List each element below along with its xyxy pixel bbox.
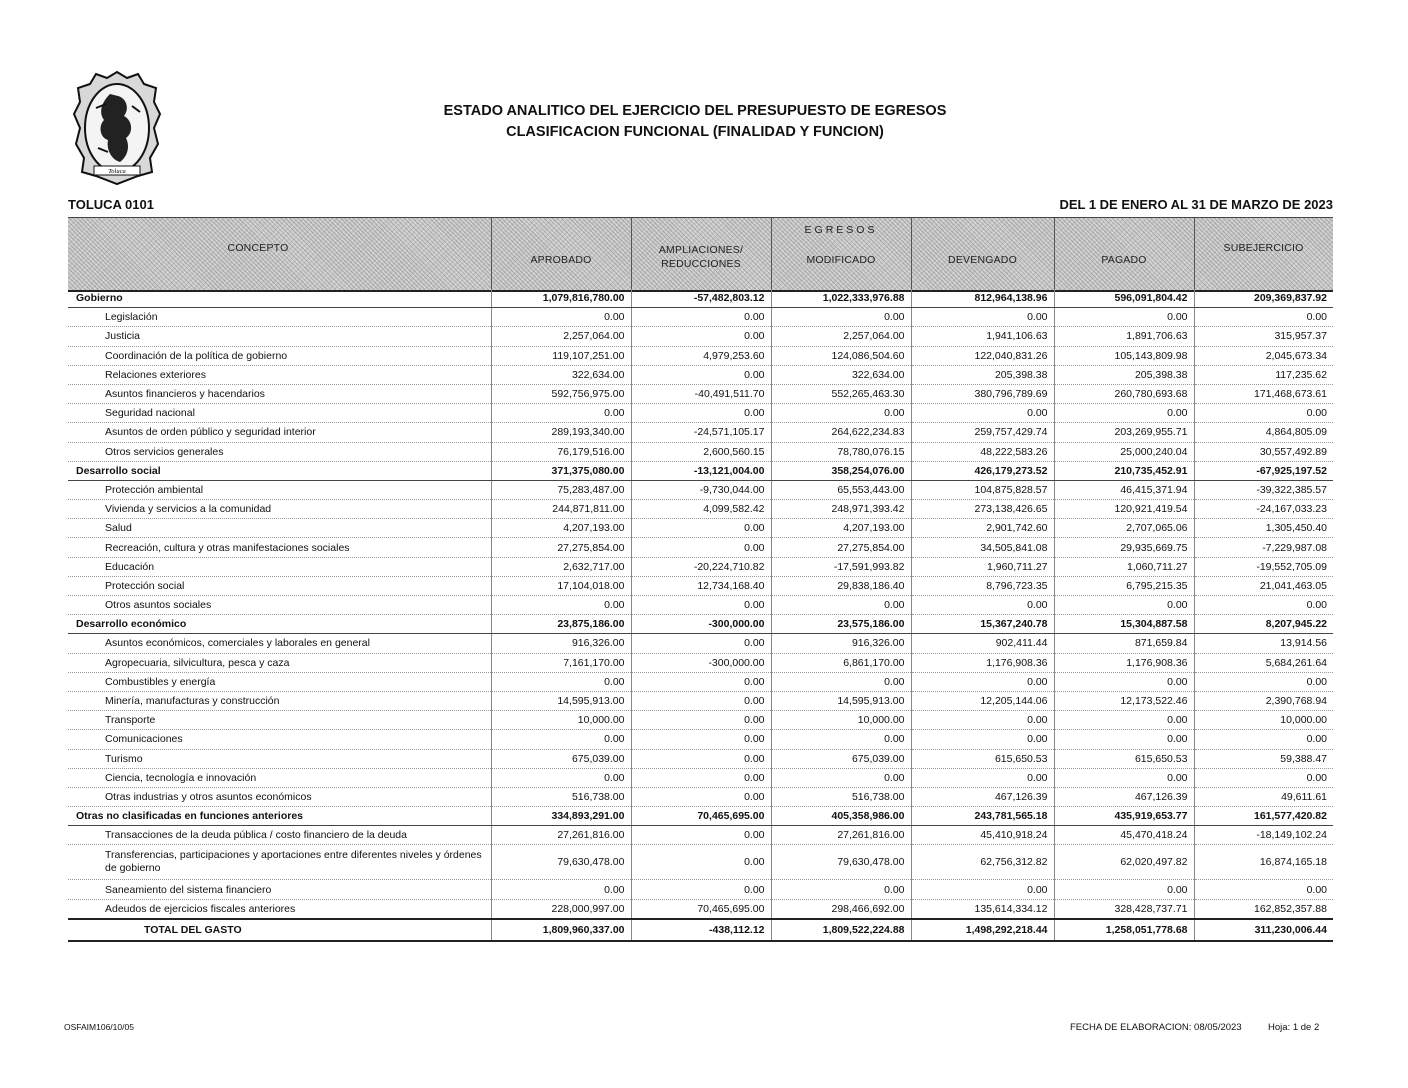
table-row-value: 4,207,193.00 (491, 519, 631, 538)
table-row-value: 1,060,711.27 (1054, 557, 1194, 576)
table-row-value: 12,205,144.06 (911, 691, 1054, 710)
group-row-label: Desarrollo económico (68, 615, 491, 634)
table-row-value: 0.00 (491, 730, 631, 749)
table-row-label: Transacciones de la deuda pública / costo financiero de la deuda (68, 826, 491, 845)
table-row-value: 117,235.62 (1194, 365, 1333, 384)
total-row-value: 311,230,006.44 (1194, 919, 1333, 941)
table-row-value: -24,167,033.23 (1194, 500, 1333, 519)
table-row (68, 576, 1333, 595)
group-row-value: 596,091,804.42 (1054, 289, 1194, 308)
table-row-value: 75,283,487.00 (491, 480, 631, 499)
table-row-value: 205,398.38 (1054, 365, 1194, 384)
group-row-value: -67,925,197.52 (1194, 461, 1333, 480)
table-row (68, 384, 1333, 403)
table-row-value: 79,630,478.00 (491, 845, 631, 880)
table-row (68, 538, 1333, 557)
table-row-value: -40,491,511.70 (631, 384, 771, 403)
table-row-value: 0.00 (631, 404, 771, 423)
table-row (68, 519, 1333, 538)
table-row-value: 289,193,340.00 (491, 423, 631, 442)
table-row-value: 0.00 (1054, 308, 1194, 327)
table-row-value: 119,107,251.00 (491, 346, 631, 365)
table-row-value: 264,622,234.83 (771, 423, 911, 442)
table-row-label: Legislación (68, 308, 491, 327)
report-period: DEL 1 DE ENERO AL 31 DE MARZO DE 2023 (1059, 197, 1333, 212)
table-row-value: 0.00 (1194, 672, 1333, 691)
group-row-value: 358,254,076.00 (771, 461, 911, 480)
table-row-value: 0.00 (631, 519, 771, 538)
table-row-value: 0.00 (491, 308, 631, 327)
header-subejercicio: SUBEJERCICIO (1223, 242, 1304, 254)
table-row-value: 0.00 (911, 672, 1054, 691)
table-row-label: Otros servicios generales (68, 442, 491, 461)
table-row-value: 0.00 (1054, 404, 1194, 423)
table-row-value: 120,921,419.54 (1054, 500, 1194, 519)
report-title: ESTADO ANALITICO DEL EJERCICIO DEL PRESUPUESTO DE EGRESOS (443, 103, 947, 119)
table-row-value: 516,738.00 (771, 787, 911, 806)
budget-table (68, 289, 1333, 942)
table-row-value: 34,505,841.08 (911, 538, 1054, 557)
elaboration-date: FECHA DE ELABORACION: 08/05/2023 (1070, 1022, 1242, 1033)
table-row (68, 787, 1333, 806)
table-row-value: 12,734,168.40 (631, 576, 771, 595)
table-row-value: 27,275,854.00 (771, 538, 911, 557)
table-row-label: Combustibles y energía (68, 672, 491, 691)
table-row-value: 0.00 (631, 730, 771, 749)
table-row-value: 2,045,673.34 (1194, 346, 1333, 365)
group-row-value: 8,207,945.22 (1194, 615, 1333, 634)
table-row-value: 552,265,463.30 (771, 384, 911, 403)
table-row (68, 845, 1333, 880)
total-row-value: 1,809,960,337.00 (491, 919, 631, 941)
table-row-value: 13,914.56 (1194, 634, 1333, 653)
table-row-value: 0.00 (911, 730, 1054, 749)
table-row-value: 0.00 (771, 768, 911, 787)
table-row-value: 0.00 (1194, 730, 1333, 749)
table-row-value: 675,039.00 (491, 749, 631, 768)
table-row-value: 1,176,908.36 (911, 653, 1054, 672)
table-row-value: 4,979,253.60 (631, 346, 771, 365)
table-row (68, 404, 1333, 423)
table-row-value: 45,410,918.24 (911, 826, 1054, 845)
table-row-value: -24,571,105.17 (631, 423, 771, 442)
table-row-value: 0.00 (631, 634, 771, 653)
group-row-value: 1,079,816,780.00 (491, 289, 631, 308)
header-devengado: DEVENGADO (948, 254, 1017, 266)
table-row-value: 48,222,583.26 (911, 442, 1054, 461)
table-row (68, 423, 1333, 442)
table-row-value: 0.00 (1194, 880, 1333, 899)
table-row-value: 0.00 (491, 404, 631, 423)
table-row-value: 675,039.00 (771, 749, 911, 768)
table-row-label: Recreación, cultura y otras manifestaciones sociales (68, 538, 491, 557)
table-row-value: 0.00 (771, 880, 911, 899)
header-reducciones: REDUCCIONES (661, 258, 741, 270)
table-row-value: 0.00 (631, 768, 771, 787)
table-row-value: 0.00 (771, 672, 911, 691)
table-row-value: 0.00 (631, 880, 771, 899)
table-row-value: 171,468,673.61 (1194, 384, 1333, 403)
table-row-value: 0.00 (1054, 768, 1194, 787)
table-row-value: 298,466,692.00 (771, 899, 911, 919)
table-row-value: 248,971,393.42 (771, 500, 911, 519)
table-row-value: 10,000.00 (771, 711, 911, 730)
table-row-value: 4,864,805.09 (1194, 423, 1333, 442)
table-row-value: 29,838,186.40 (771, 576, 911, 595)
table-row-value: 5,684,261.64 (1194, 653, 1333, 672)
group-row-value: 405,358,986.00 (771, 807, 911, 826)
table-row-value: 1,891,706.63 (1054, 327, 1194, 346)
table-row-value: 273,138,426.65 (911, 500, 1054, 519)
table-row-value: 592,756,975.00 (491, 384, 631, 403)
group-row-label: Otras no clasificadas en funciones anteriores (68, 807, 491, 826)
table-row-value: -39,322,385.57 (1194, 480, 1333, 499)
table-row (68, 711, 1333, 730)
table-row-value: 0.00 (631, 308, 771, 327)
group-row-value: 15,304,887.58 (1054, 615, 1194, 634)
group-row (68, 807, 1333, 826)
table-row-value: 0.00 (1194, 308, 1333, 327)
table-row-value: 0.00 (1054, 730, 1194, 749)
table-row-value: 916,326.00 (771, 634, 911, 653)
table-row-value: 2,901,742.60 (911, 519, 1054, 538)
table-row-value: 14,595,913.00 (771, 691, 911, 710)
table-row-value: 0.00 (1054, 672, 1194, 691)
group-row (68, 615, 1333, 634)
table-row-value: 78,780,076.15 (771, 442, 911, 461)
table-row (68, 691, 1333, 710)
table-row-value: 0.00 (1054, 711, 1194, 730)
table-row-value: 12,173,522.46 (1054, 691, 1194, 710)
table-row-value: 0.00 (911, 596, 1054, 615)
table-row-label: Salud (68, 519, 491, 538)
table-row (68, 653, 1333, 672)
table-row (68, 634, 1333, 653)
table-row-value: 0.00 (631, 672, 771, 691)
table-row-label: Justicia (68, 327, 491, 346)
table-row-value: 2,390,768.94 (1194, 691, 1333, 710)
table-row-value: 322,634.00 (491, 365, 631, 384)
table-row (68, 730, 1333, 749)
table-row-value: 62,756,312.82 (911, 845, 1054, 880)
table-row-label: Vivienda y servicios a la comunidad (68, 500, 491, 519)
table-row-value: 260,780,693.68 (1054, 384, 1194, 403)
table-row-value: 871,659.84 (1054, 634, 1194, 653)
table-row-value: -18,149,102.24 (1194, 826, 1333, 845)
table-row-value: 467,126.39 (911, 787, 1054, 806)
table-row-value: 4,207,193.00 (771, 519, 911, 538)
table-row-value: 0.00 (631, 826, 771, 845)
table-row-value: 380,796,789.69 (911, 384, 1054, 403)
table-row-value: 902,411.44 (911, 634, 1054, 653)
group-row-value: 210,735,452.91 (1054, 461, 1194, 480)
table-row (68, 500, 1333, 519)
table-row-label: Otras industrias y otros asuntos económicos (68, 787, 491, 806)
table-row-value: 29,935,669.75 (1054, 538, 1194, 557)
table-row-label: Asuntos financieros y hacendarios (68, 384, 491, 403)
table-row-value: 315,957.37 (1194, 327, 1333, 346)
table-row (68, 365, 1333, 384)
table-row-value: 516,738.00 (491, 787, 631, 806)
table-row-value: 322,634.00 (771, 365, 911, 384)
table-row-value: 0.00 (911, 404, 1054, 423)
table-row (68, 308, 1333, 327)
table-row-value: 0.00 (491, 880, 631, 899)
table-row-label: Turismo (68, 749, 491, 768)
table-row-value: 45,470,418.24 (1054, 826, 1194, 845)
table-row-value: 7,161,170.00 (491, 653, 631, 672)
table-row-value: 76,179,516.00 (491, 442, 631, 461)
table-row-value: 203,269,955.71 (1054, 423, 1194, 442)
table-row-value: 0.00 (631, 711, 771, 730)
table-row-label: Otros asuntos sociales (68, 596, 491, 615)
table-row-value: 0.00 (771, 308, 911, 327)
form-code: OSFAIM106/10/05 (64, 1022, 134, 1032)
table-row-label: Saneamiento del sistema financiero (68, 880, 491, 899)
table-header (68, 217, 1333, 292)
header-pagado: PAGADO (1101, 254, 1147, 266)
table-row-value: 0.00 (491, 672, 631, 691)
table-row (68, 346, 1333, 365)
table-row-label: Asuntos de orden público y seguridad interior (68, 423, 491, 442)
table-row-value: 1,305,450.40 (1194, 519, 1333, 538)
table-row-value: 0.00 (631, 596, 771, 615)
group-row-value: 243,781,565.18 (911, 807, 1054, 826)
total-row (68, 919, 1333, 941)
group-row-value: -300,000.00 (631, 615, 771, 634)
table-row-value: 105,143,809.98 (1054, 346, 1194, 365)
table-row-value: 328,428,737.71 (1054, 899, 1194, 919)
page-number: Hoja: 1 de 2 (1268, 1022, 1320, 1033)
table-row (68, 749, 1333, 768)
table-row-label: Minería, manufacturas y construcción (68, 691, 491, 710)
table-row-value: 0.00 (631, 845, 771, 880)
table-row-value: 1,941,106.63 (911, 327, 1054, 346)
table-row-label: Transporte (68, 711, 491, 730)
table-row-value: 0.00 (631, 538, 771, 557)
header-ampliaciones: AMPLIACIONES/ (658, 244, 744, 256)
group-row-value: 334,893,291.00 (491, 807, 631, 826)
table-row-value: 0.00 (771, 730, 911, 749)
table-row-value: 65,553,443.00 (771, 480, 911, 499)
table-row-value: 0.00 (911, 308, 1054, 327)
table-row-value: 2,632,717.00 (491, 557, 631, 576)
group-row-value: 23,875,186.00 (491, 615, 631, 634)
table-row-value: -7,229,987.08 (1194, 538, 1333, 557)
table-row-value: -9,730,044.00 (631, 480, 771, 499)
table-row-label: Educación (68, 557, 491, 576)
table-row-value: -20,224,710.82 (631, 557, 771, 576)
svg-text:Toluca: Toluca (108, 168, 126, 175)
table-row-value: 244,871,811.00 (491, 500, 631, 519)
table-row-label: Protección social (68, 576, 491, 595)
table-row-value: 14,595,913.00 (491, 691, 631, 710)
header-egresos: EGRESOS (804, 224, 878, 236)
group-row-value: 435,919,653.77 (1054, 807, 1194, 826)
table-row-value: 8,796,723.35 (911, 576, 1054, 595)
table-row-label: Transferencias, participaciones y aportaciones entre diferentes niveles y órdenes de gobierno (68, 845, 491, 880)
table-row (68, 557, 1333, 576)
table-row-value: 62,020,497.82 (1054, 845, 1194, 880)
coat-of-arms-seal (72, 68, 162, 188)
group-row-value: 70,465,695.00 (631, 807, 771, 826)
table-row-value: 0.00 (631, 691, 771, 710)
table-row-value: 49,611.61 (1194, 787, 1333, 806)
table-row-value: 135,614,334.12 (911, 899, 1054, 919)
group-row-value: 371,375,080.00 (491, 461, 631, 480)
table-row-label: Ciencia, tecnología e innovación (68, 768, 491, 787)
group-row-value: -13,121,004.00 (631, 461, 771, 480)
group-row-value: 161,577,420.82 (1194, 807, 1333, 826)
table-row-value: 30,557,492.89 (1194, 442, 1333, 461)
entity-name: TOLUCA 0101 (68, 197, 154, 212)
table-row-value: 1,176,908.36 (1054, 653, 1194, 672)
table-row-label: Protección ambiental (68, 480, 491, 499)
table-row-value: 205,398.38 (911, 365, 1054, 384)
group-row-value: 812,964,138.96 (911, 289, 1054, 308)
table-row-value: 467,126.39 (1054, 787, 1194, 806)
group-row-value: 23,575,186.00 (771, 615, 911, 634)
table-row-value: -300,000.00 (631, 653, 771, 672)
table-row (68, 899, 1333, 919)
header-modificado: MODIFICADO (806, 254, 876, 266)
table-row-value: 0.00 (631, 365, 771, 384)
table-row-value: -17,591,993.82 (771, 557, 911, 576)
group-row-value: 1,022,333,976.88 (771, 289, 911, 308)
table-row-value: 228,000,997.00 (491, 899, 631, 919)
table-row-value: 0.00 (771, 404, 911, 423)
table-row-value: 124,086,504.60 (771, 346, 911, 365)
table-row-value: 0.00 (1194, 768, 1333, 787)
group-row-label: Gobierno (68, 289, 491, 308)
table-row-value: 2,257,064.00 (491, 327, 631, 346)
table-row (68, 327, 1333, 346)
table-row-value: 0.00 (491, 768, 631, 787)
table-row-value: 0.00 (1054, 880, 1194, 899)
group-row-value: 426,179,273.52 (911, 461, 1054, 480)
total-row-value: 1,498,292,218.44 (911, 919, 1054, 941)
table-row-value: 2,707,065.06 (1054, 519, 1194, 538)
total-row-label: TOTAL DEL GASTO (68, 919, 491, 941)
report-subtitle: CLASIFICACION FUNCIONAL (FINALIDAD Y FUNCION) (506, 124, 884, 140)
total-row-value: 1,809,522,224.88 (771, 919, 911, 941)
table-row-value: 0.00 (771, 596, 911, 615)
table-row-value: 122,040,831.26 (911, 346, 1054, 365)
table-row-label: Coordinación de la política de gobierno (68, 346, 491, 365)
table-row-value: 0.00 (631, 787, 771, 806)
table-row-value: 10,000.00 (1194, 711, 1333, 730)
table-row-value: 4,099,582.42 (631, 500, 771, 519)
table-row-value: 0.00 (911, 880, 1054, 899)
table-row-value: 46,415,371.94 (1054, 480, 1194, 499)
table-row-value: 0.00 (491, 596, 631, 615)
table-row-value: 79,630,478.00 (771, 845, 911, 880)
table-row (68, 880, 1333, 899)
group-row (68, 289, 1333, 308)
table-row-value: 0.00 (1194, 596, 1333, 615)
table-row-value: 27,275,854.00 (491, 538, 631, 557)
table-row-label: Relaciones exteriores (68, 365, 491, 384)
table-row-value: 2,600,560.15 (631, 442, 771, 461)
header-concepto: CONCEPTO (227, 242, 289, 254)
table-row (68, 442, 1333, 461)
table-row-value: 0.00 (911, 768, 1054, 787)
table-row-label: Seguridad nacional (68, 404, 491, 423)
table-row-value: 21,041,463.05 (1194, 576, 1333, 595)
header-aprobado: APROBADO (530, 254, 592, 266)
table-row-label: Asuntos económicos, comerciales y laborales en general (68, 634, 491, 653)
table-row-value: 0.00 (911, 711, 1054, 730)
group-row (68, 461, 1333, 480)
table-row-value: 17,104,018.00 (491, 576, 631, 595)
group-row-label: Desarrollo social (68, 461, 491, 480)
table-row-value: 6,861,170.00 (771, 653, 911, 672)
table-row-value: 104,875,828.57 (911, 480, 1054, 499)
table-row-value: -19,552,705.09 (1194, 557, 1333, 576)
table-row-value: 615,650.53 (911, 749, 1054, 768)
table-row-value: 59,388.47 (1194, 749, 1333, 768)
table-row-value: 0.00 (1194, 404, 1333, 423)
table-row-value: 27,261,816.00 (491, 826, 631, 845)
total-row-value: 1,258,051,778.68 (1054, 919, 1194, 941)
table-row (68, 672, 1333, 691)
table-row-value: 162,852,357.88 (1194, 899, 1333, 919)
table-row-value: 2,257,064.00 (771, 327, 911, 346)
table-row (68, 480, 1333, 499)
table-row-value: 16,874,165.18 (1194, 845, 1333, 880)
table-row-value: 70,465,695.00 (631, 899, 771, 919)
group-row-value: 15,367,240.78 (911, 615, 1054, 634)
table-row-value: 615,650.53 (1054, 749, 1194, 768)
table-row-value: 6,795,215.35 (1054, 576, 1194, 595)
table-row (68, 768, 1333, 787)
table-row (68, 596, 1333, 615)
table-row-label: Adeudos de ejercicios fiscales anteriores (68, 899, 491, 919)
group-row-value: -57,482,803.12 (631, 289, 771, 308)
table-row-value: 25,000,240.04 (1054, 442, 1194, 461)
table-row-value: 259,757,429.74 (911, 423, 1054, 442)
total-row-value: -438,112.12 (631, 919, 771, 941)
table-row-value: 0.00 (631, 327, 771, 346)
table-row-label: Comunicaciones (68, 730, 491, 749)
table-row-value: 27,261,816.00 (771, 826, 911, 845)
table-row-value: 916,326.00 (491, 634, 631, 653)
table-row-value: 0.00 (1054, 596, 1194, 615)
group-row-value: 209,369,837.92 (1194, 289, 1333, 308)
table-row (68, 826, 1333, 845)
table-row-label: Agropecuaria, silvicultura, pesca y caza (68, 653, 491, 672)
table-row-value: 1,960,711.27 (911, 557, 1054, 576)
table-row-value: 10,000.00 (491, 711, 631, 730)
table-row-value: 0.00 (631, 749, 771, 768)
